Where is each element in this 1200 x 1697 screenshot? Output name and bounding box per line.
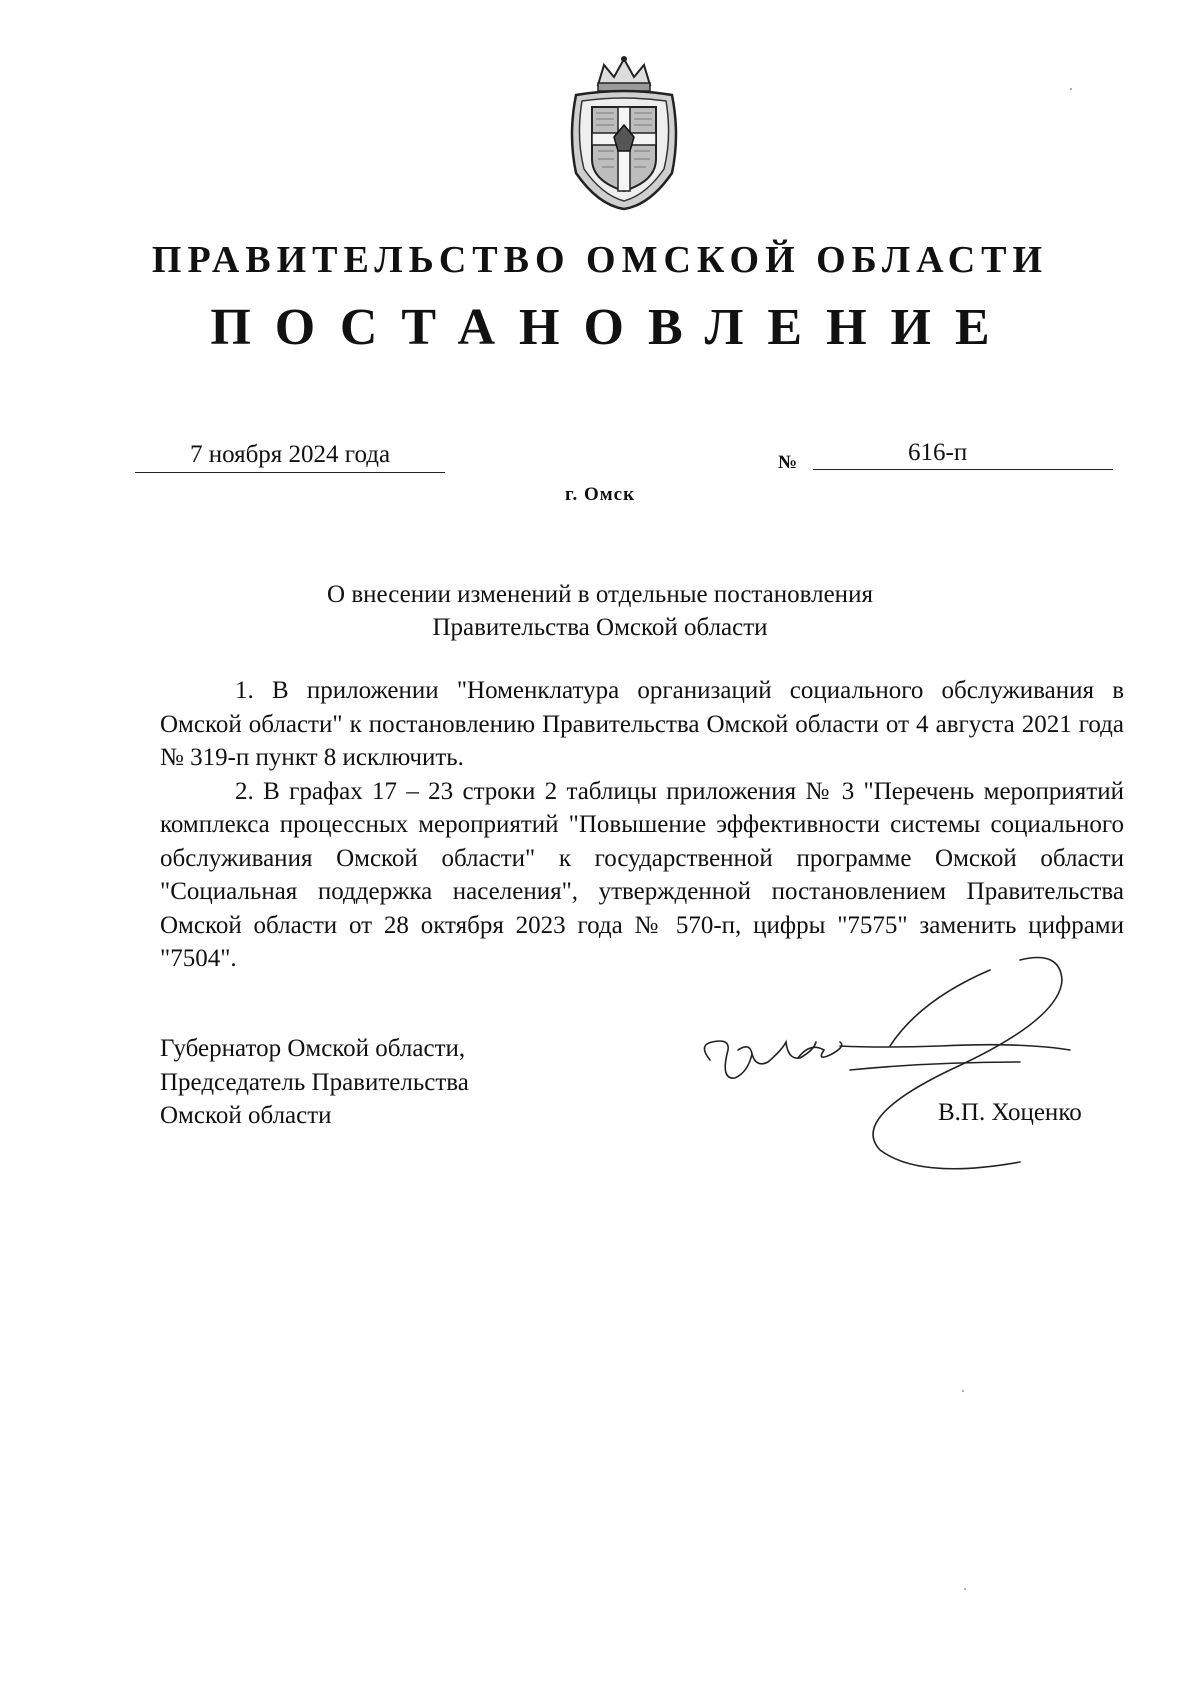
subject-line-1: О внесении изменений в отдельные постановления (327, 581, 873, 608)
scan-speck (1070, 88, 1072, 90)
paragraph-1: 1. В приложении "Номенклатура организаций социального обслуживания в Омской области" к постановлению Правительства Омской области от 4 августа 2021 года № 319-п пункт 8 исключить. (160, 677, 1124, 771)
signature-icon (690, 950, 1110, 1180)
city-label: г. Омск (564, 484, 636, 505)
signatory-title (160, 1032, 469, 1133)
signatory-name: В.П. Хоценко (938, 1099, 1082, 1126)
number-sign: № (778, 452, 798, 473)
signatory-title-line-1: Губернатор Омской области, (160, 1035, 466, 1062)
document-number (813, 436, 1113, 470)
signatory-title-line-2: Председатель Правительства (160, 1068, 469, 1096)
scan-speck (964, 1588, 966, 1590)
subject-line-2: Правительства Омской области (432, 614, 768, 641)
signatory-title-line-3: Омской области (160, 1102, 332, 1129)
document-body (160, 674, 1124, 976)
document-date (135, 438, 445, 473)
document-number-value: 616-п (908, 439, 968, 466)
document-date-value: 7 ноября 2024 года (189, 441, 391, 468)
document-type-title: ПОСТАНОВЛЕНИЕ (210, 299, 1014, 356)
organization-title: ПРАВИТЕЛЬСТВО ОМСКОЙ ОБЛАСТИ (151, 239, 1049, 281)
document-subject (0, 578, 1200, 644)
coat-of-arms-icon (558, 55, 690, 213)
scan-speck (962, 1390, 964, 1392)
paragraph-2: 2. В графах 17 – 23 строки 2 таблицы приложения № 3 "Перечень мероприятий комплекса процессных мероприятий "Повышение эффективности системы социального обслуживания Омской области" к государственной программе Омской области "Социальная поддержка населения", утвержденной постановлением Правительства Омской области от 28 октября 2023 года № 570-п, цифры "7575" заменить цифрами "7504". (160, 777, 1124, 972)
